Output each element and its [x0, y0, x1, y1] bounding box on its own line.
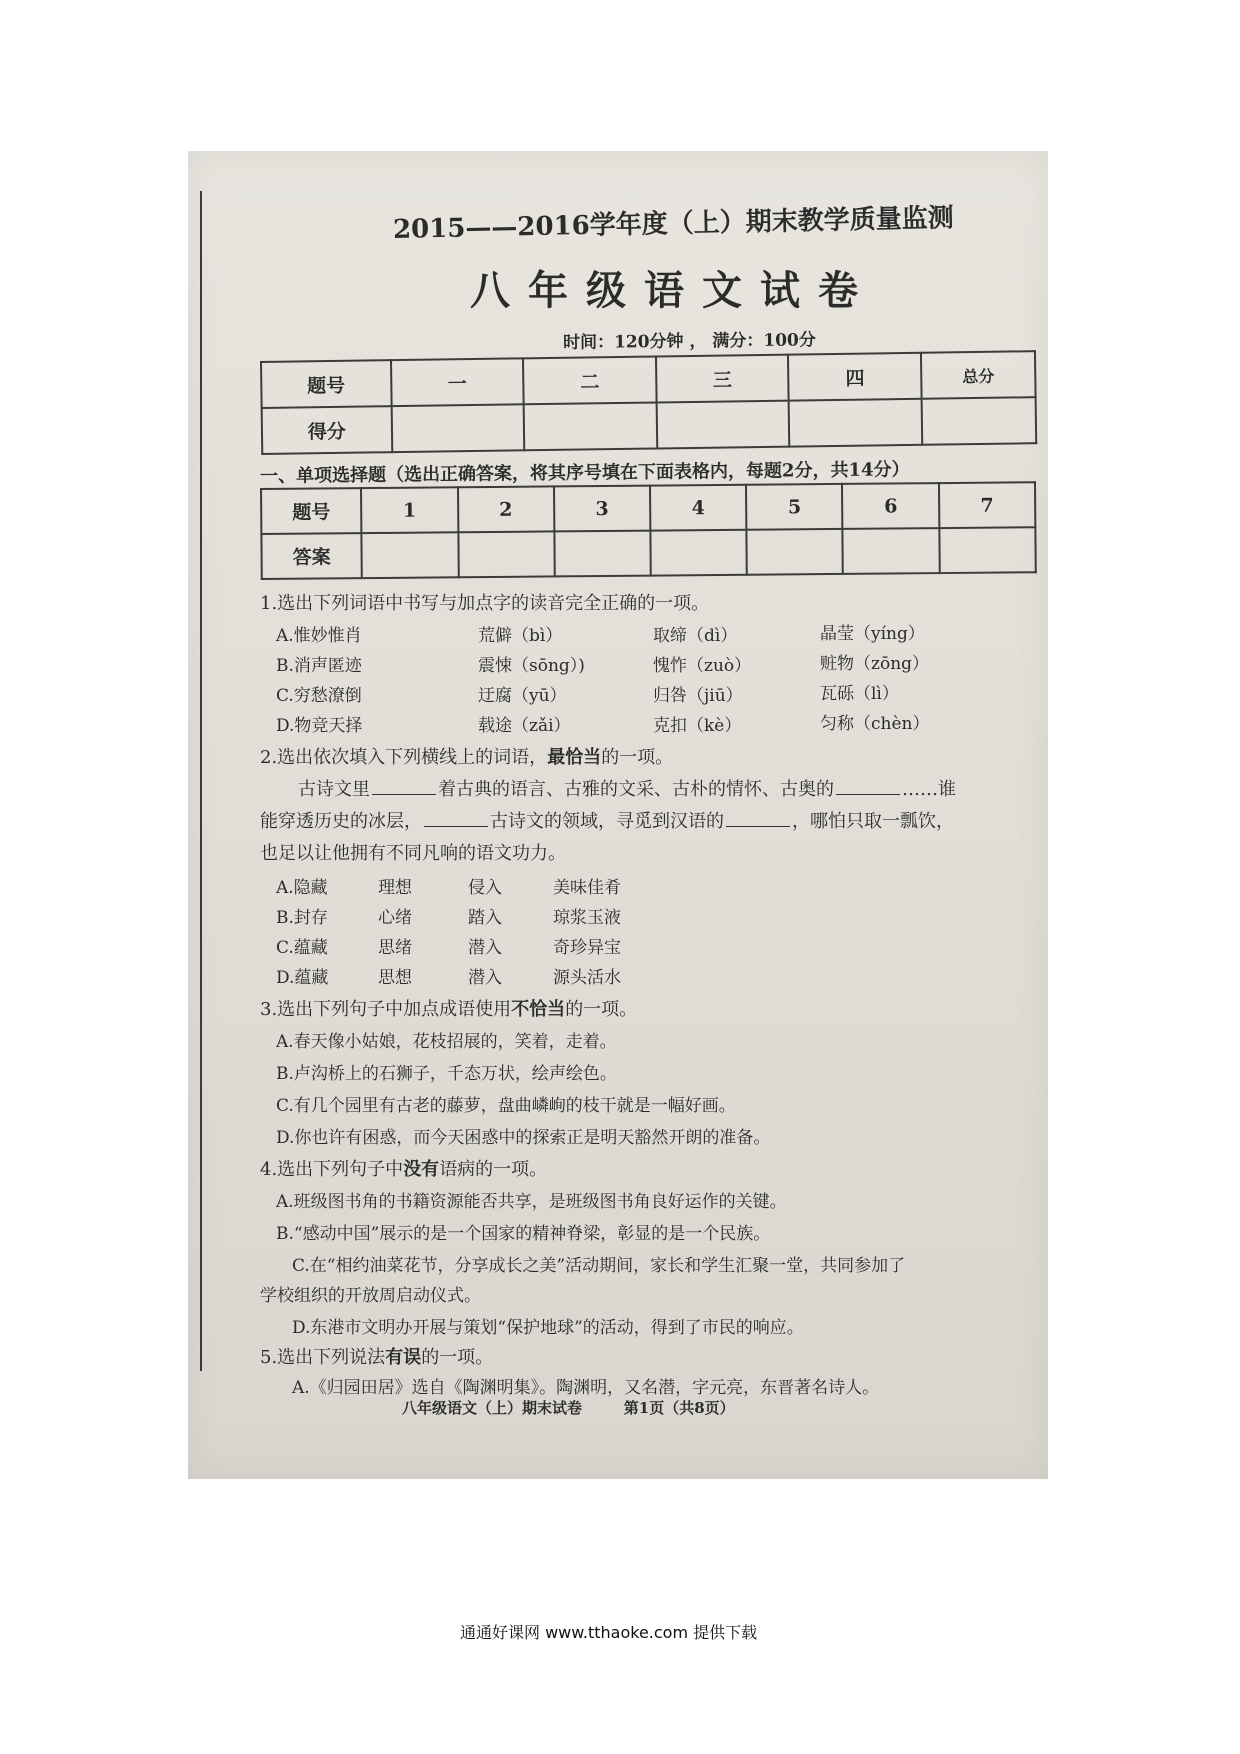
download-credit: 通通好课网 www.tthaoke.com 提供下载 — [460, 1623, 758, 1642]
table-cell[interactable] — [650, 530, 747, 576]
question-2-stem — [260, 743, 673, 769]
table-cell: 得分 — [262, 406, 392, 454]
time-info: 时间：120分钟 ， 满分：100分 — [562, 330, 816, 353]
table-cell[interactable] — [656, 401, 789, 449]
q2-stem-emphasis: 最恰当 — [547, 747, 602, 768]
q2-option-c: C.蕴藏 — [276, 938, 328, 958]
table-row — [261, 527, 1035, 579]
section-heading: 一、单项选择题（选出正确答案，将其序号填在下面表格内，每题2分，共14分） — [259, 459, 910, 487]
passage-text: 着古典的语言、古雅的文采、古朴的情怀、古奥的 — [438, 779, 834, 800]
table-cell: 2 — [458, 486, 555, 532]
table-row — [262, 397, 1037, 454]
table-cell: 题号 — [261, 360, 391, 408]
q1-option-d-item: 载途（zǎi） — [478, 716, 571, 736]
table-cell: 一 — [391, 358, 524, 406]
q4-stem-emphasis: 没有 — [403, 1159, 440, 1180]
score-table — [260, 350, 1037, 455]
table-cell: 7 — [939, 482, 1036, 528]
q2-option-a-item: 美味佳肴 — [553, 878, 621, 898]
exam-title: 八年级语文试卷 — [470, 267, 876, 314]
q1-option-c-item: 瓦砾（lì） — [820, 684, 899, 704]
exam-photo — [188, 151, 1048, 1479]
fill-blank[interactable] — [726, 810, 790, 827]
table-cell[interactable] — [362, 532, 459, 578]
q5-option-a: A.《归园田居》选自《陶渊明集》。陶渊明，又名潜，字元亮，东晋著名诗人。 — [292, 1378, 880, 1398]
q2-option-b-item: 踏入 — [468, 908, 502, 928]
q4-stem-text: 4.选出下列句子中 — [260, 1159, 404, 1180]
q2-stem-text: 2.选出依次填入下列横线上的词语， — [260, 747, 548, 768]
q1-option-b-item: 震悚（sōng）) — [478, 656, 585, 676]
q5-stem-emphasis: 有误 — [385, 1347, 422, 1368]
q1-option-d-item: 克扣（kè） — [653, 716, 742, 736]
table-cell: 二 — [523, 356, 656, 404]
exam-subtitle: 2015——2016学年度（上）期末教学质量监测 — [392, 203, 954, 245]
table-cell: 3 — [554, 486, 651, 532]
q2-passage-line-3: 也足以让他拥有不同凡响的语文功力。 — [260, 843, 566, 864]
q2-option-a-item: 侵入 — [468, 878, 502, 898]
table-cell[interactable] — [922, 397, 1037, 445]
q4-option-a: A.班级图书角的书籍资源能否共享，是班级图书角良好运作的关键。 — [276, 1192, 787, 1212]
table-cell: 1 — [361, 487, 458, 533]
binding-line — [200, 191, 202, 1371]
passage-text: 古诗文的领域，寻觅到汉语的 — [490, 811, 724, 832]
q1-option-a-item: 荒僻（bì） — [478, 626, 563, 646]
fill-blank[interactable] — [424, 810, 488, 827]
table-row — [261, 482, 1035, 534]
table-cell: 6 — [842, 483, 939, 529]
table-cell[interactable] — [789, 399, 922, 447]
q2-option-b-item: 心绪 — [378, 908, 412, 928]
q4-stem-text: 语病的一项。 — [439, 1159, 548, 1180]
answer-table — [260, 481, 1037, 580]
table-cell[interactable] — [939, 527, 1036, 573]
table-cell[interactable] — [843, 528, 940, 574]
q1-option-a-item: 取缔（dì） — [653, 626, 738, 646]
q1-option-c-word: C.穷愁潦倒 — [276, 686, 362, 706]
q3-stem-emphasis: 不恰当 — [511, 999, 566, 1020]
question-1-stem: 1.选出下列词语中书写与加点字的读音完全正确的一项。 — [260, 593, 710, 614]
passage-text: ，哪怕只取一瓢饮， — [792, 811, 954, 832]
q1-option-c-item: 归咎（jiū） — [653, 686, 743, 706]
q3-stem-text: 的一项。 — [565, 999, 638, 1020]
q4-option-b: B.“感动中国”展示的是一个国家的精神脊梁，彰显的是一个民族。 — [276, 1224, 771, 1244]
q2-stem-text: 的一项。 — [601, 747, 674, 768]
question-4-stem — [260, 1155, 547, 1181]
q2-option-a-item: 理想 — [378, 878, 412, 898]
table-cell[interactable] — [391, 404, 524, 452]
q5-stem-text: 的一项。 — [421, 1347, 494, 1368]
q1-option-a-word: A.惟妙惟肖 — [276, 626, 362, 646]
q5-stem-text: 5.选出下列说法 — [260, 1347, 386, 1368]
q2-option-c-item: 潜入 — [468, 938, 502, 958]
q1-option-d-word: D.物竞天择 — [276, 716, 363, 736]
table-cell[interactable] — [524, 402, 657, 450]
q2-option-d-item: 源头活水 — [553, 968, 621, 988]
q3-option-c: C.有几个园里有古老的藤萝，盘曲嶙峋的枝干就是一幅好画。 — [276, 1096, 736, 1116]
table-cell: 四 — [788, 353, 921, 401]
q2-option-d-item: 潜入 — [468, 968, 502, 988]
q3-option-a: A.春天像小姑娘，花枝招展的，笑着，走着。 — [276, 1032, 617, 1052]
fill-blank[interactable] — [372, 778, 436, 795]
table-cell: 4 — [650, 485, 747, 531]
q4-option-d: D.东港市文明办开展与策划“保护地球”的活动，得到了市民的响应。 — [292, 1318, 804, 1338]
question-5-stem — [260, 1343, 493, 1369]
q1-option-b-item: 赃物（zōng） — [820, 654, 930, 674]
passage-text: 古诗文里 — [298, 779, 370, 800]
q2-option-d-item: 思想 — [378, 968, 412, 988]
q2-option-d: D.蕴藏 — [276, 968, 329, 988]
q2-passage-line-2 — [260, 807, 954, 833]
table-cell: 题号 — [261, 488, 362, 534]
table-cell: 答案 — [261, 533, 362, 579]
q2-option-a: A.隐藏 — [276, 878, 328, 898]
q3-option-d: D.你也许有困惑，而今天困惑中的探索正是明天豁然开朗的准备。 — [276, 1128, 771, 1148]
fill-blank[interactable] — [836, 778, 900, 795]
q3-stem-text: 3.选出下列句子中加点成语使用 — [260, 999, 512, 1020]
q1-option-a-item: 晶莹（yíng） — [820, 624, 925, 644]
page-footer: 八年级语文（上）期末试卷 第1页（共8页） — [402, 1399, 735, 1417]
q4-option-c: C.在“相约油菜花节，分享成长之美”活动期间，家长和学生汇聚一堂，共同参加了 — [292, 1256, 906, 1276]
q1-option-d-item: 匀称（chèn） — [820, 714, 930, 734]
q1-option-b-item: 愧怍（zuò） — [653, 656, 752, 676]
question-3-stem — [260, 995, 637, 1021]
table-cell[interactable] — [458, 531, 555, 577]
q2-option-c-item: 思绪 — [378, 938, 412, 958]
table-cell[interactable] — [554, 531, 651, 577]
q1-option-b-word: B.消声匿迹 — [276, 656, 362, 676]
passage-text: 能穿透历史的冰层， — [260, 811, 422, 832]
table-cell[interactable] — [747, 529, 844, 575]
q2-option-c-item: 奇珍异宝 — [553, 938, 621, 958]
table-cell: 5 — [746, 484, 843, 530]
q1-option-c-item: 迂腐（yū） — [478, 686, 567, 706]
table-cell: 三 — [656, 355, 789, 403]
q2-passage-line-1 — [298, 775, 956, 801]
q4-option-c-continued: 学校组织的开放周启动仪式。 — [260, 1286, 481, 1306]
q2-option-b-item: 琼浆玉液 — [553, 908, 621, 928]
q2-option-b: B.封存 — [276, 908, 328, 928]
passage-text: ……谁 — [902, 779, 956, 800]
table-cell: 总分 — [921, 351, 1036, 399]
q3-option-b: B.卢沟桥上的石狮子，千态万状，绘声绘色。 — [276, 1064, 617, 1084]
